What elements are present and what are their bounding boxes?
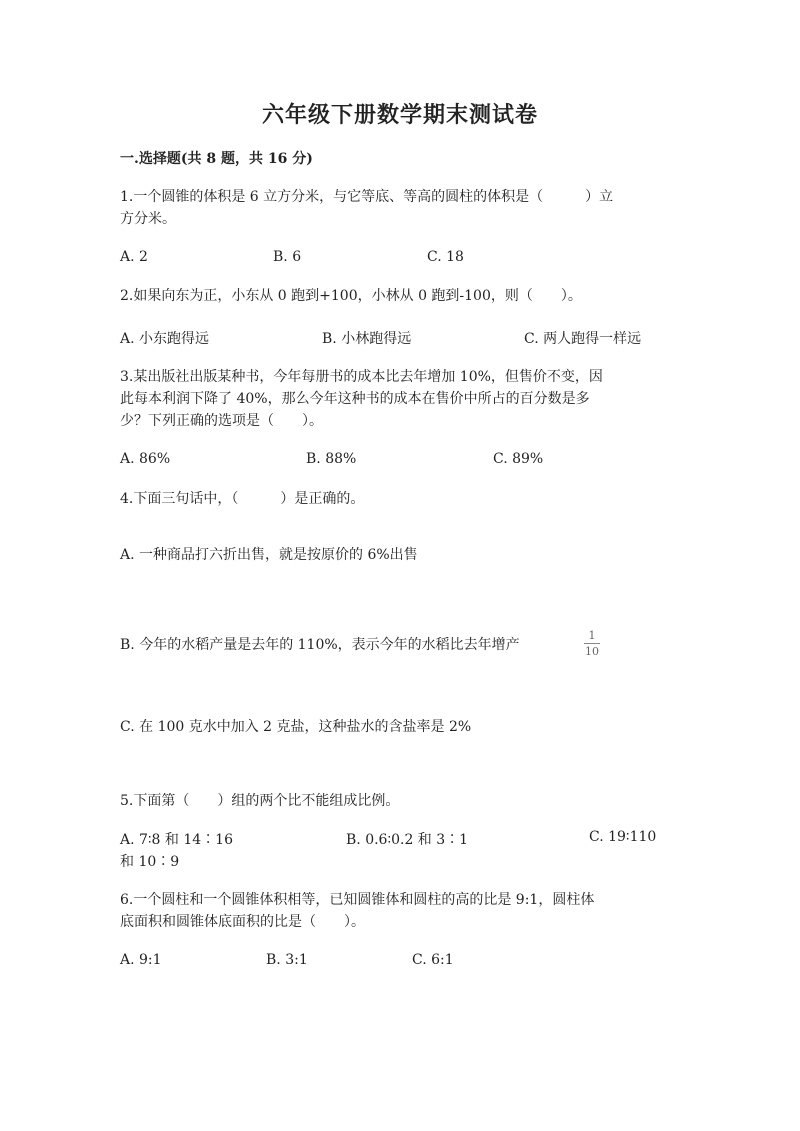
fraction-denominator: 10 (585, 645, 599, 658)
question-1-line-1: 1.一个圆锥的体积是 6 立方分米，与它等底、等高的圆柱的体积是（ ）立 (120, 189, 614, 205)
question-6-option-b: B. 3:1 (266, 952, 308, 968)
question-5-option-b: B. 0.6∶0.2 和 3∶1 (346, 832, 469, 848)
question-2-option-b: B. 小林跑得远 (322, 331, 412, 347)
fraction-one-tenth (584, 629, 600, 658)
question-4-option-a: A. 一种商品打六折出售，就是按原价的 6%出售 (120, 547, 418, 563)
page-title: 六年级下册数学期末测试卷 (261, 102, 538, 128)
question-5-line-1: 5.下面第（ ）组的两个比不能组成比例。 (120, 793, 400, 809)
question-6-option-c: C. 6:1 (412, 952, 454, 968)
question-2-line-1: 2.如果向东为正，小东从 0 跑到+100，小林从 0 跑到-100，则（ ）。 (120, 288, 582, 304)
question-3-line-2: 此每本利润下降了 40%，那么今年这种书的成本在售价中所占的百分数是多 (120, 391, 590, 407)
question-5-option-c-continued: 和 10∶9 (120, 854, 180, 870)
section-heading: 一.选择题(共 8 题，共 16 分) (120, 151, 313, 167)
question-1-line-2: 方分米。 (120, 211, 176, 227)
question-3-option-b: B. 88% (306, 451, 357, 467)
question-4-line-1: 4.下面三句话中，（ ）是正确的。 (120, 491, 365, 507)
question-3-line-1: 3.某出版社出版某种书，今年每册书的成本比去年增加 10%，但售价不变，因 (120, 369, 603, 385)
question-6-line-2: 底面积和圆锥体底面积的比是（ ）。 (120, 914, 365, 930)
question-1-option-a: A. 2 (120, 249, 148, 265)
question-6-option-a: A. 9:1 (120, 952, 162, 968)
question-3-option-a: A. 86% (120, 451, 171, 467)
question-5-option-c: C. 19∶110 (589, 829, 657, 845)
question-6-line-1: 6.一个圆柱和一个圆锥体积相等，已知圆锥体和圆柱的高的比是 9:1，圆柱体 (120, 892, 595, 908)
fraction-bar (584, 643, 600, 644)
question-3-option-c: C. 89% (493, 451, 544, 467)
fraction-numerator: 1 (588, 629, 596, 642)
question-4-option-b: B. 今年的水稻产量是去年的 110%，表示今年的水稻比去年增产 (120, 637, 520, 653)
question-3-line-3: 少？下列正确的选项是（ ）。 (120, 413, 323, 429)
question-5-option-a: A. 7∶8 和 14∶16 (120, 832, 233, 848)
question-1-option-b: B. 6 (273, 249, 302, 265)
question-2-option-a: A. 小东跑得远 (120, 331, 210, 347)
question-2-option-c: C. 两人跑得一样远 (524, 331, 642, 347)
question-1-option-c: C. 18 (427, 249, 464, 265)
question-4-option-c: C. 在 100 克水中加入 2 克盐，这种盐水的含盐率是 2% (120, 719, 472, 735)
